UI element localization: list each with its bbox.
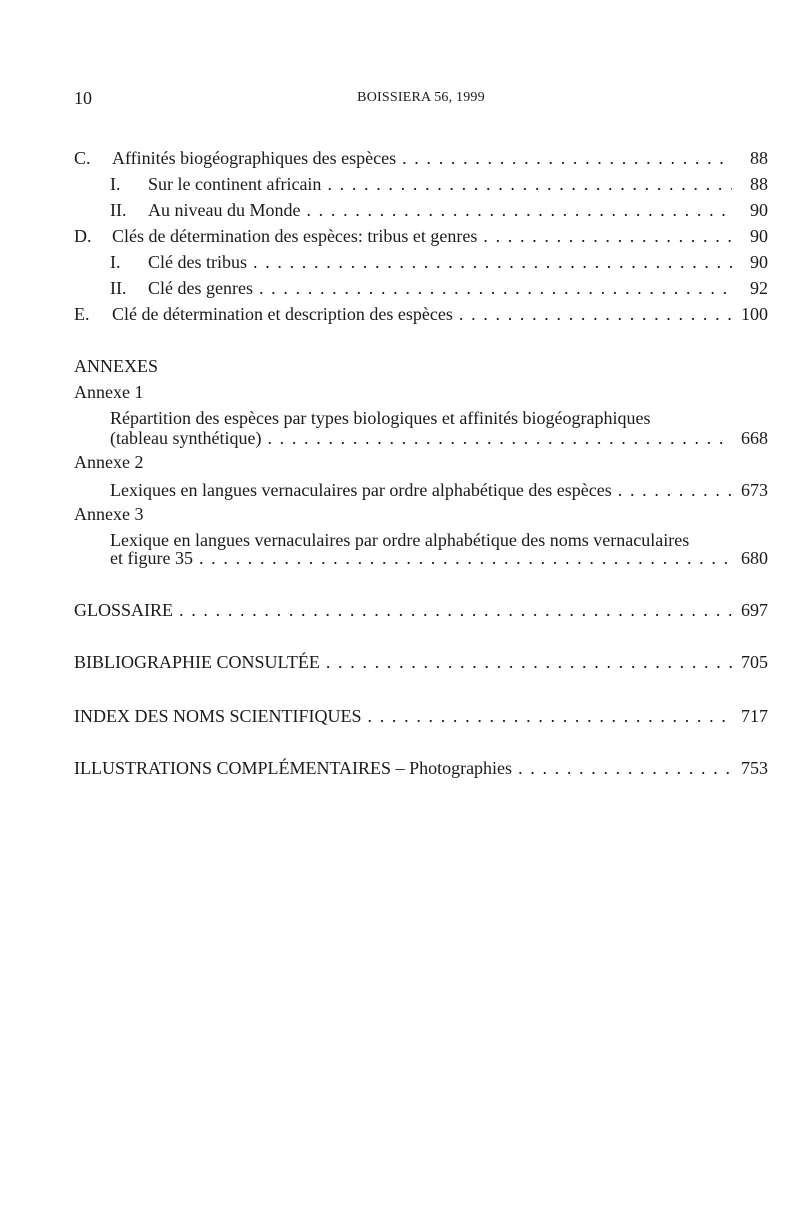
- toc-entry-e: [74, 302, 768, 326]
- toc-page: 753: [741, 758, 768, 778]
- annexe-3-text-line1: Lexique en langues vernaculaires par ordre alphabétique des noms vernaculaires: [110, 530, 690, 550]
- toc-page: 90: [750, 200, 768, 220]
- toc-text: Clé des genres: [148, 278, 253, 298]
- toc-label: II.: [110, 200, 127, 220]
- dot-leader: [253, 250, 732, 274]
- annexes-heading: ANNEXES: [74, 356, 158, 376]
- toc-entry-d-1: [74, 250, 768, 274]
- toc-page: 88: [750, 174, 768, 194]
- dot-leader: [459, 302, 732, 326]
- toc-entry-c: [74, 146, 768, 170]
- toc-page: 697: [741, 600, 768, 620]
- toc-text: INDEX DES NOMS SCIENTIFIQUES: [74, 706, 362, 726]
- toc-text: Clé des tribus: [148, 252, 247, 272]
- toc-page: 705: [741, 652, 768, 672]
- toc-entry-glossaire: [74, 598, 768, 622]
- toc-page: 668: [741, 428, 768, 448]
- toc-text: Sur le continent africain: [148, 174, 322, 194]
- toc-entry-c-1: [74, 172, 768, 196]
- dot-leader: [306, 198, 732, 222]
- toc-page: 717: [741, 706, 768, 726]
- annexe-2-text: Lexiques en langues vernaculaires par ordre alphabétique des espèces: [110, 480, 612, 500]
- toc-page: 680: [741, 548, 768, 568]
- dot-leader: [327, 172, 732, 196]
- dot-leader: [483, 224, 732, 248]
- toc-page: 90: [750, 252, 768, 272]
- annexe-1-entry: [74, 426, 768, 450]
- page-number: 10: [74, 88, 92, 108]
- dot-leader: [199, 546, 732, 570]
- annexe-3-entry: [74, 546, 768, 570]
- toc-page: 92: [750, 278, 768, 298]
- dot-leader: [179, 598, 732, 622]
- running-title: BOISSIERA 56, 1999: [357, 90, 485, 105]
- toc-text: ILLUSTRATIONS COMPLÉMENTAIRES – Photographies: [74, 758, 513, 778]
- annexe-2-entry: [74, 478, 768, 502]
- toc-text: Au niveau du Monde: [148, 200, 301, 220]
- dot-leader: [326, 650, 732, 674]
- toc-page: 88: [750, 148, 768, 168]
- annexe-3-title: Annexe 3: [74, 504, 144, 524]
- dot-leader: [368, 704, 732, 728]
- annexe-3-text-line2: et figure 35: [110, 548, 193, 568]
- toc-entry-bibliographie: [74, 650, 768, 674]
- toc-label: D.: [74, 226, 92, 246]
- toc-label: I.: [110, 252, 121, 272]
- toc-text: Affinités biogéographiques des espèces: [112, 148, 397, 168]
- annexe-1-title: Annexe 1: [74, 382, 144, 402]
- annexe-1-text-line1: Répartition des espèces par types biologiques et affinités biogéographiques: [110, 408, 651, 428]
- toc-entry-index: [74, 704, 768, 728]
- toc-text: Clé de détermination et description des espèces: [112, 304, 453, 324]
- toc-text: GLOSSAIRE: [74, 600, 174, 620]
- page-header: [74, 88, 768, 112]
- dot-leader: [518, 756, 732, 780]
- toc-label: I.: [110, 174, 121, 194]
- toc-label: E.: [74, 304, 90, 324]
- toc-entry-d: [74, 224, 768, 248]
- toc-text: Clés de détermination des espèces: tribus et genres: [112, 226, 478, 246]
- toc-text: BIBLIOGRAPHIE CONSULTÉE: [74, 652, 320, 672]
- toc-entry-illustrations: [74, 756, 768, 780]
- dot-leader: [402, 146, 732, 170]
- toc-page: 90: [750, 226, 768, 246]
- dot-leader: [267, 426, 732, 450]
- toc-page: 100: [741, 304, 768, 324]
- dot-leader: [618, 478, 732, 502]
- toc-entry-d-2: [74, 276, 768, 300]
- toc-label: II.: [110, 278, 127, 298]
- annexe-1-text-line2: (tableau synthétique): [110, 428, 262, 448]
- toc-label: C.: [74, 148, 91, 168]
- dot-leader: [259, 276, 732, 300]
- toc-entry-c-2: [74, 198, 768, 222]
- toc-page: 673: [741, 480, 768, 500]
- annexe-2-title: Annexe 2: [74, 452, 144, 472]
